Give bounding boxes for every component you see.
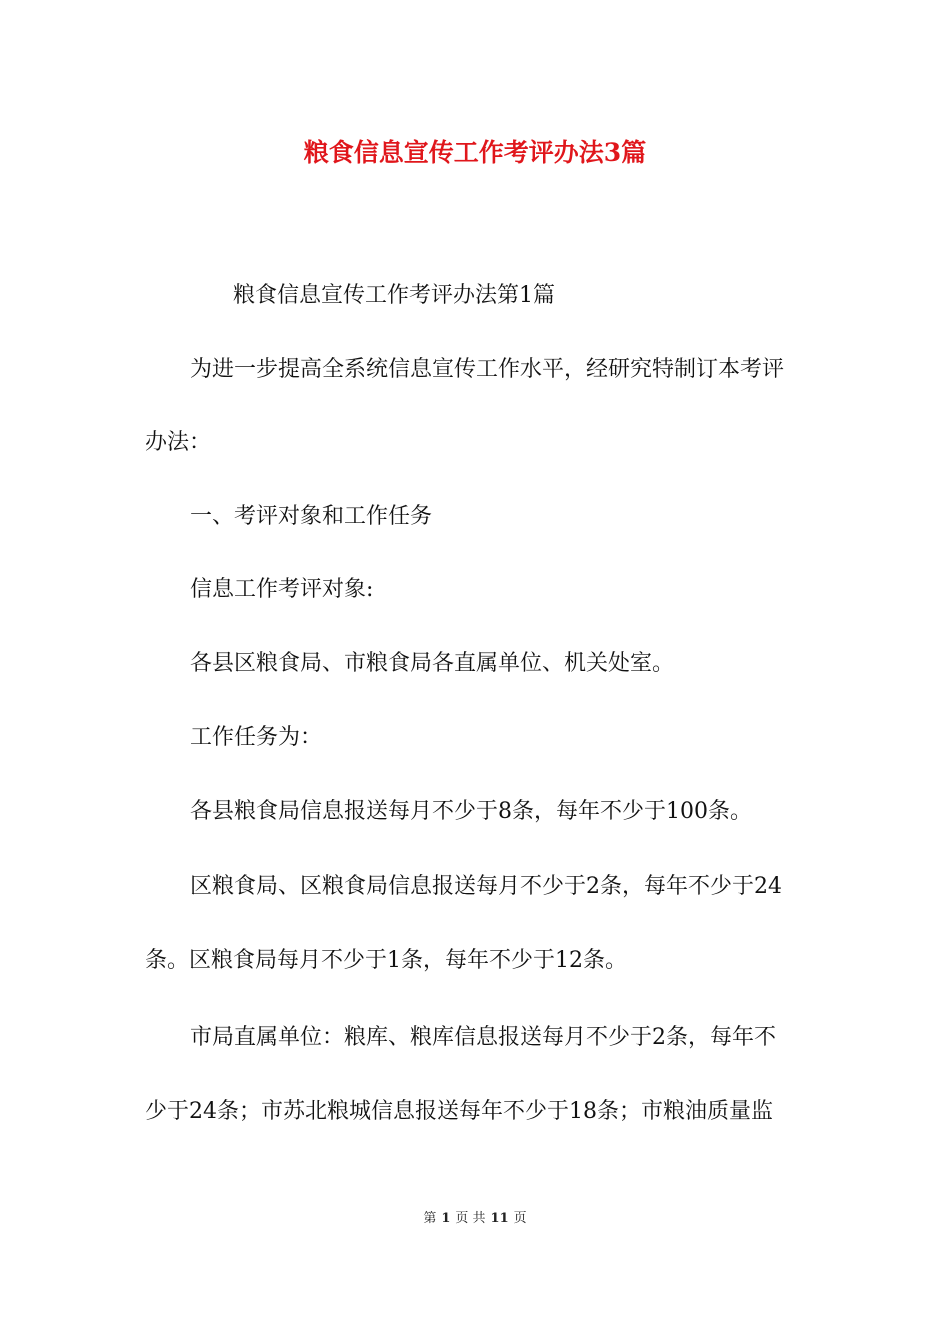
paragraph-line: 各县粮食局信息报送每月不少于8条，每年不少于100条。	[190, 799, 752, 824]
paragraph-line: 信息工作考评对象:	[190, 577, 374, 602]
footer-page-number: 1	[441, 1211, 451, 1226]
paragraph-line: 市局直属单位：粮库、粮库信息报送每月不少于2条，每年不	[190, 1025, 776, 1050]
section-heading: 粮食信息宣传工作考评办法第1篇	[233, 283, 555, 308]
paragraph-line: 一、考评对象和工作任务	[190, 504, 433, 529]
footer-total-pages: 11	[490, 1211, 509, 1226]
paragraph-line: 少于24条；市苏北粮城信息报送每年不少于18条；市粮油质量监	[145, 1099, 773, 1124]
paragraph-line: 各县区粮食局、市粮食局各直属单位、机关处室。	[190, 651, 675, 676]
paragraph-line: 条。区粮食局每月不少于1条，每年不少于12条。	[145, 948, 627, 973]
paragraph-line: 办法：	[145, 430, 212, 455]
paragraph-line: 为进一步提高全系统信息宣传工作水平，经研究特制订本考评	[190, 357, 785, 382]
footer-middle: 页 共	[455, 1211, 486, 1226]
footer-prefix: 第	[423, 1211, 437, 1226]
page-footer	[0, 1209, 950, 1229]
document-title: 粮食信息宣传工作考评办法3篇	[303, 138, 647, 167]
paragraph-line: 工作任务为：	[190, 725, 323, 750]
paragraph-line: 区粮食局、区粮食局信息报送每月不少于2条，每年不少于24	[190, 874, 782, 899]
footer-suffix: 页	[513, 1211, 527, 1226]
